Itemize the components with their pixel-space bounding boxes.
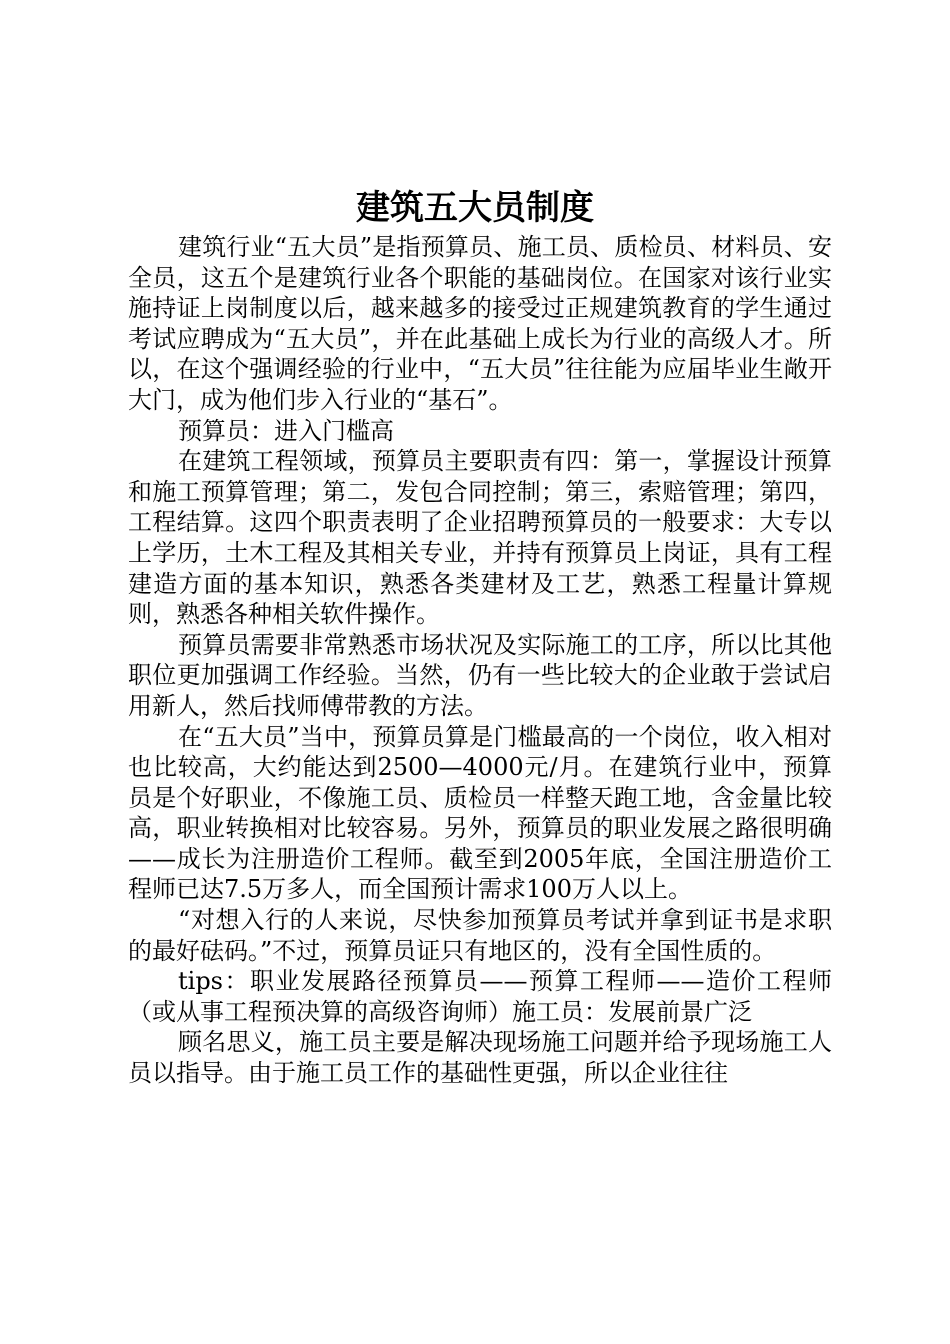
paragraph-budget-income: 在“五大员”当中，预算员算是门槛最高的一个岗位，收入相对也比较高，大约能达到2500—4000元/月。在建筑行业中，预算员是个好职业，不像施工员、质检员一样整天跑工地，含金量比较高，职业转换相对比较容易。另外，预算员的职业发展之路很明确——成长为注册造价工程师。截至到2005年底，全国注册造价工程师已达7.5万多人，而全国预计需求100万人以上。: [128, 722, 832, 904]
document-body: [128, 232, 832, 1089]
paragraph-budget-duties: 在建筑工程领域，预算员主要职责有四：第一，掌握设计预算和施工预算管理；第二，发包合同控制；第三，索赔管理；第四，工程结算。这四个职责表明了企业招聘预算员的一般要求：大专以上学历，土木工程及其相关专业，并持有预算员上岗证，具有工程建造方面的基本知识，熟悉各类建材及工艺，熟悉工程量计算规则，熟悉各种相关软件操作。: [128, 447, 832, 629]
paragraph-tips: tips：职业发展路径预算员——预算工程师——造价工程师（或从事工程预决算的高级咨询师）施工员：发展前景广泛: [128, 967, 832, 1026]
document-title: 建筑五大员制度: [356, 188, 594, 228]
paragraph-construction: 顾名思义，施工员主要是解决现场施工问题并给予现场施工人员以指导。由于施工员工作的基础性更强，所以企业往往: [128, 1028, 832, 1088]
paragraph-budget-heading: 预算员：进入门槛高: [178, 416, 394, 445]
paragraph-budget-quote: “对想入行的人来说，尽快参加预算员考试并拿到证书是求职的最好砝码。”不过，预算员证只有地区的，没有全国性质的。: [128, 906, 832, 965]
paragraph-intro: 建筑行业“五大员”是指预算员、施工员、质检员、材料员、安全员，这五个是建筑行业各个职能的基础岗位。在国家对该行业实施持证上岗制度以后，越来越多的接受过正规建筑教育的学生通过考试应聘成为“五大员”，并在此基础上成长为行业的高级人才。所以，在这个强调经验的行业中，“五大员”往往能为应届毕业生敞开大门，成为他们步入行业的“基石”。: [128, 233, 832, 414]
paragraph-budget-experience: 预算员需要非常熟悉市场状况及实际施工的工序，所以比其他职位更加强调工作经验。当然，仍有一些比较大的企业敢于尝试启用新人，然后找师傅带教的方法。: [128, 630, 832, 720]
